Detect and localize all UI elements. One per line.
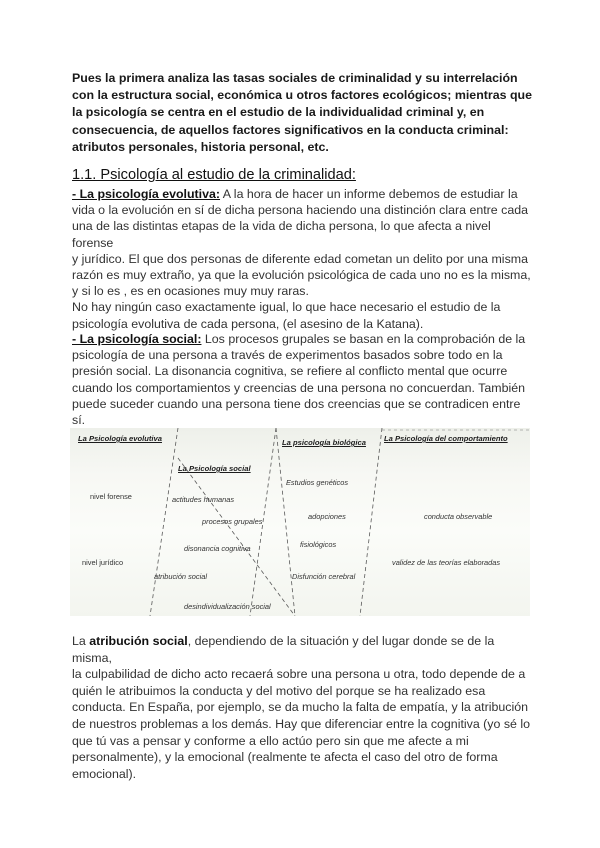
social-label: - La psicología social: — [72, 332, 202, 346]
paragraph-line: la culpabilidad de dicho acto recaerá sobre una persona u otra, todo depende de a — [72, 667, 526, 682]
intro-line: Pues la primera analiza las tasas sociales de criminalidad y su interrelación — [72, 71, 518, 85]
atribucion-paragraph — [72, 633, 532, 782]
intro-line: consecuencia, de aquellos factores significativos en la conducta criminal: — [72, 122, 509, 137]
paragraph-line: y si lo es , es en ocasiones muy muy raras. — [72, 284, 309, 299]
comportamiento-title: La Psicología del comportamiento — [384, 434, 508, 443]
paragraph-line: presión social. La disonancia cognitiva, se refiere al conflicto mental que ocurre — [72, 364, 508, 379]
diagram-item: procesos grupales — [202, 517, 263, 526]
diagram-item: desindividualización social — [184, 602, 271, 611]
paragraph-line: Los procesos grupales se basan en la comprobación de la — [201, 332, 526, 346]
paragraph-line: una de las distintas etapas de la vida de dicha persona, lo que afecta a nivel forense — [72, 219, 491, 250]
paragraph-line: y jurídico. El que dos personas de diferente edad cometan un delito por una misma — [72, 251, 528, 266]
diagram-item: validez de las teorías elaboradas — [392, 558, 501, 567]
intro-line: la psicología se centra en el estudio de la individualidad criminal y, en — [72, 105, 485, 120]
paragraph-line: cuando los comportamientos y creencias de una persona no concuerdan. También — [72, 380, 525, 395]
paragraph-line: , dependiendo de la situación y del lugar donde se de la misma, — [72, 634, 495, 665]
diagram-item: actitudes humanas — [172, 495, 235, 504]
diagram-item: nivel jurídico — [82, 558, 124, 567]
diagram-item: conducta observable — [424, 512, 493, 521]
paragraph-line: vida o la evolución en sí de dicha persona haciendo una distinción clara entre cada — [72, 203, 529, 218]
social-title: La Psicología social — [178, 464, 251, 473]
diagram-item: Disfunción cerebral — [292, 572, 356, 581]
paragraph-line: psicología de una persona a través de experimentos basados sobre todo en la — [72, 348, 503, 363]
paragraph-line: psicología evolutiva de cada persona, (el asesino de la Katana). — [72, 316, 424, 331]
atribucion-bold: atribución social — [89, 634, 188, 648]
evolutiva-paragraph — [72, 186, 532, 332]
diagram-item: atribución social — [154, 572, 207, 581]
paragraph-line: puede suceder cuando una persona tiene dos creencias que se contradicen entre sí. — [72, 396, 521, 428]
diagram-item: nivel forense — [90, 492, 132, 501]
section-heading: 1.1. Psicología al estudio de la criminalidad: — [72, 167, 356, 183]
biologica-title: La psicología biológica — [282, 438, 366, 447]
intro-line: atributos personales, historia personal, etc. — [72, 139, 329, 154]
diagram-dividers — [70, 428, 530, 616]
psychology-diagram — [70, 428, 530, 616]
paragraph-line: No hay ningún caso exactamente igual, lo que hace necesario el estudio de la — [72, 300, 501, 315]
evolutiva-label: - La psicología evolutiva: — [72, 187, 221, 201]
paragraph-line: de nuestros problemas a los demás. Hay que diferenciar entre la cognitiva (yo sé lo — [72, 716, 531, 731]
paragraph-line: conducta. En España, por ejemplo, se da mucho la falta de empatía, y la atribución — [72, 700, 528, 715]
paragraph-line: A la hora de hacer un informe debemos de estudiar la — [220, 187, 518, 201]
intro-line: con la estructura social, económica u otros factores ecológicos; mientras que — [72, 88, 532, 103]
atribucion-prefix: La — [72, 634, 90, 648]
diagram-item: fisiológicos — [300, 540, 337, 549]
paragraph-line: razón es muy extraño, ya que la evolución psicológica de cada uno no es la misma, — [72, 268, 531, 283]
paragraph-line: que tú vas a pensar y conforme a ello actúo pero sin que me afecte a mi — [72, 733, 469, 748]
diagram-item: Estudios genéticos — [286, 478, 349, 487]
paragraph-line: emocional). — [72, 766, 137, 781]
intro-paragraph — [72, 70, 532, 156]
paragraph-line: quién le atribuimos la conducta y del motivo del porque se ha realizado esa — [72, 683, 486, 698]
diagram-item: adopciones — [308, 512, 346, 521]
social-paragraph — [72, 331, 532, 428]
diagram-item: disonancia cognitiva — [184, 544, 251, 553]
paragraph-line: personalmente), y la emocional (realmente te afecta el caso del otro de forma — [72, 750, 498, 765]
evolutiva-title: La Psicología evolutiva — [78, 434, 162, 443]
